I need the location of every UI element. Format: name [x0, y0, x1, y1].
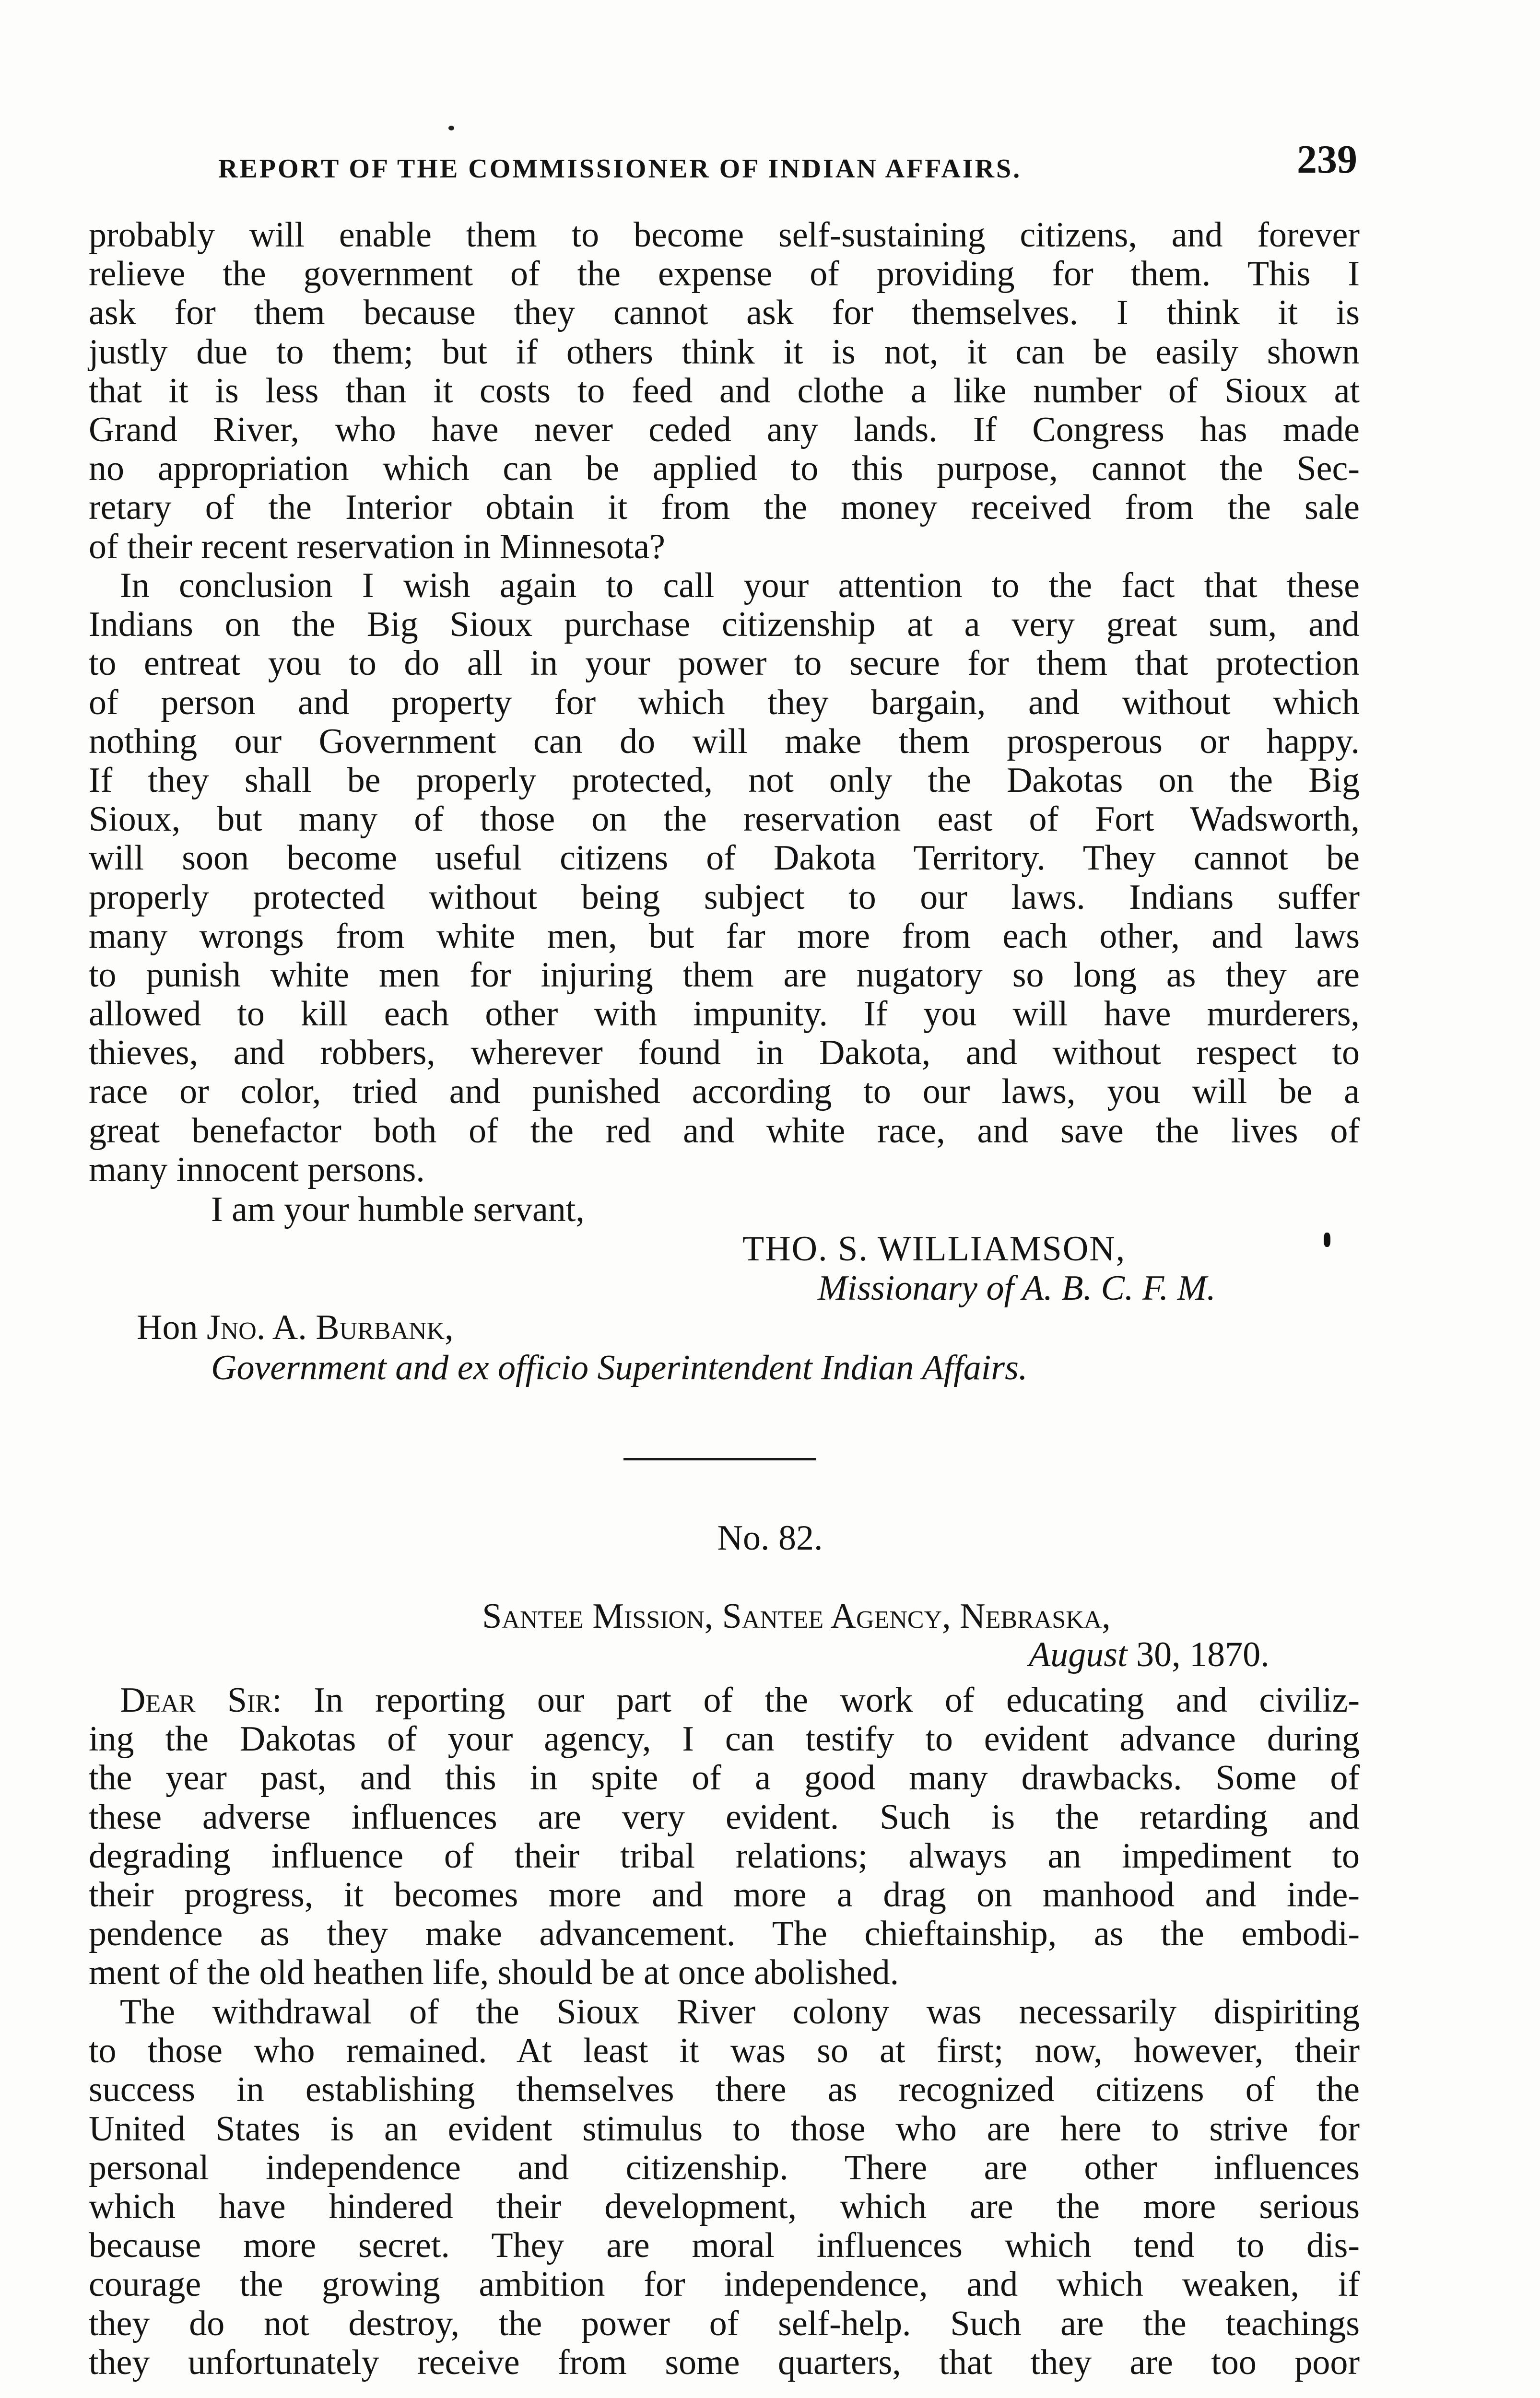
addressee-prefix: Hon — [137, 1308, 207, 1347]
text-line: personal independence and citizenship. There are other influences — [89, 2148, 1360, 2187]
text-line: If they shall be properly protected, not only the Dakotas on the Big — [89, 760, 1360, 800]
addressee-title: Government and ex officio Superintendent Indian Affairs. — [211, 1348, 1028, 1387]
text-line: no appropriation which can be applied to this purpose, cannot the Sec- — [89, 449, 1360, 489]
text-span: In reporting our part of the work of educating and civiliz- — [282, 1681, 1360, 1720]
printer-mark — [448, 126, 454, 130]
text-line: many innocent persons. — [89, 1150, 425, 1189]
text-line: ask for them because they cannot ask for themselves. I think it is — [89, 293, 1360, 333]
date-month: August — [1029, 1635, 1128, 1674]
ink-mark — [1324, 1233, 1330, 1247]
signature-name: THO. S. WILLIAMSON, — [742, 1229, 1126, 1269]
date-rest: 30, 1870. — [1127, 1635, 1270, 1674]
text-line: many wrongs from white men, but far more from each other, and laws — [89, 916, 1360, 956]
document-number: No. 82. — [717, 1518, 823, 1558]
text-line: allowed to kill each other with impunity. If you will have murderers, — [89, 994, 1360, 1034]
text-line: ment of the old heathen life, should be at once abolished. — [89, 1953, 899, 1993]
text-line: to punish white men for injuring them are nugatory so long as they are — [89, 955, 1360, 995]
signature-title: Missionary of A. B. C. F. M. — [818, 1269, 1216, 1308]
text-line: Indians on the Big Sioux purchase citizenship at a very great sum, and — [89, 605, 1360, 645]
text-line: properly protected without being subject to our laws. Indians suffer — [89, 877, 1360, 917]
text-line: relieve the government of the expense of providing for them. This I — [89, 254, 1360, 294]
text-line: they do not destroy, the power of self-help. Such are the teachings — [89, 2304, 1360, 2343]
section-divider — [623, 1458, 816, 1460]
text-line: they unfortunately receive from some quarters, that they are too poor — [89, 2342, 1360, 2382]
text-line: nothing our Government can do will make them prosperous or happy. — [89, 721, 1360, 761]
page-number: 239 — [1297, 137, 1357, 182]
text-line: these adverse influences are very evident. Such is the retarding and — [89, 1797, 1360, 1837]
paragraph-conclusion — [89, 566, 1360, 1189]
text-line: great benefactor both of the red and white race, and save the lives of — [89, 1111, 1360, 1151]
paragraph-continued — [89, 216, 1360, 566]
salutation: Dear Sir: — [120, 1681, 282, 1720]
text-line: probably will enable them to become self-sustaining citizens, and forever — [89, 215, 1360, 255]
text-line: United States is an evident stimulus to those who are here to strive for — [89, 2109, 1360, 2149]
letter-paragraph-2 — [89, 1993, 1360, 2382]
text-line: ing the Dakotas of your agency, I can testify to evident advance during — [89, 1719, 1360, 1759]
running-head: REPORT OF THE COMMISSIONER OF INDIAN AFFAIRS. — [218, 154, 1022, 184]
text-line: of person and property for which they bargain, and without which — [89, 682, 1360, 722]
text-line: race or color, tried and punished according to our laws, you will be a — [89, 1072, 1360, 1112]
text-line: their progress, it becomes more and more a drag on manhood and inde- — [89, 1875, 1360, 1915]
text-line: the year past, and this in spite of a good many drawbacks. Some of — [89, 1758, 1360, 1798]
text-line: success in establishing themselves there as recognized citizens of the — [89, 2070, 1360, 2110]
text-line: pendence as they make advancement. The chieftainship, as the embodi- — [89, 1914, 1360, 1954]
text-line: courage the growing ambition for independence, and which weaken, if — [89, 2265, 1360, 2304]
text-line: thieves, and robbers, wherever found in Dakota, and without respect to — [89, 1033, 1360, 1073]
text-line: degrading influence of their tribal relations; always an impediment to — [89, 1836, 1360, 1876]
text-line: The withdrawal of the Sioux River colony was necessarily dispiriting — [120, 1992, 1360, 2032]
text-line: In conclusion I wish again to call your attention to the fact that these — [120, 566, 1360, 605]
text-line: Sioux, but many of those on the reservation east of Fort Wadsworth, — [89, 799, 1360, 839]
letter-paragraph-1 — [89, 1681, 1360, 1993]
text-line: to entreat you to do all in your power to secure for them that protection — [89, 644, 1360, 683]
letter-place: Santee Mission, Santee Agency, Nebraska, — [482, 1597, 1111, 1636]
page-header — [211, 135, 1357, 188]
text-line: Grand River, who have never ceded any lands. If Congress has made — [89, 410, 1360, 449]
text-line: of their recent reservation in Minnesota? — [89, 527, 666, 566]
letter-date — [1029, 1634, 1270, 1675]
addressee-name-text: Jno. A. Burbank, — [206, 1308, 454, 1347]
text-line: which have hindered their development, which are the more serious — [89, 2186, 1360, 2226]
text-line: justly due to them; but if others think it is not, it can be easily shown — [89, 332, 1360, 372]
text-line: will soon become useful citizens of Dakota Territory. They cannot be — [89, 838, 1360, 878]
signature-closing: I am your humble servant, — [211, 1190, 585, 1229]
text-line: that it is less than it costs to feed and clothe a like number of Sioux at — [89, 371, 1360, 411]
text-line: because more secret. They are moral influences which tend to dis- — [89, 2226, 1360, 2266]
text-line: to those who remained. At least it was so at first; now, however, their — [89, 2031, 1360, 2071]
text-line: retary of the Interior obtain it from the money received from the sale — [89, 488, 1360, 528]
text-line — [89, 1681, 1360, 1720]
addressee-name — [137, 1307, 454, 1348]
